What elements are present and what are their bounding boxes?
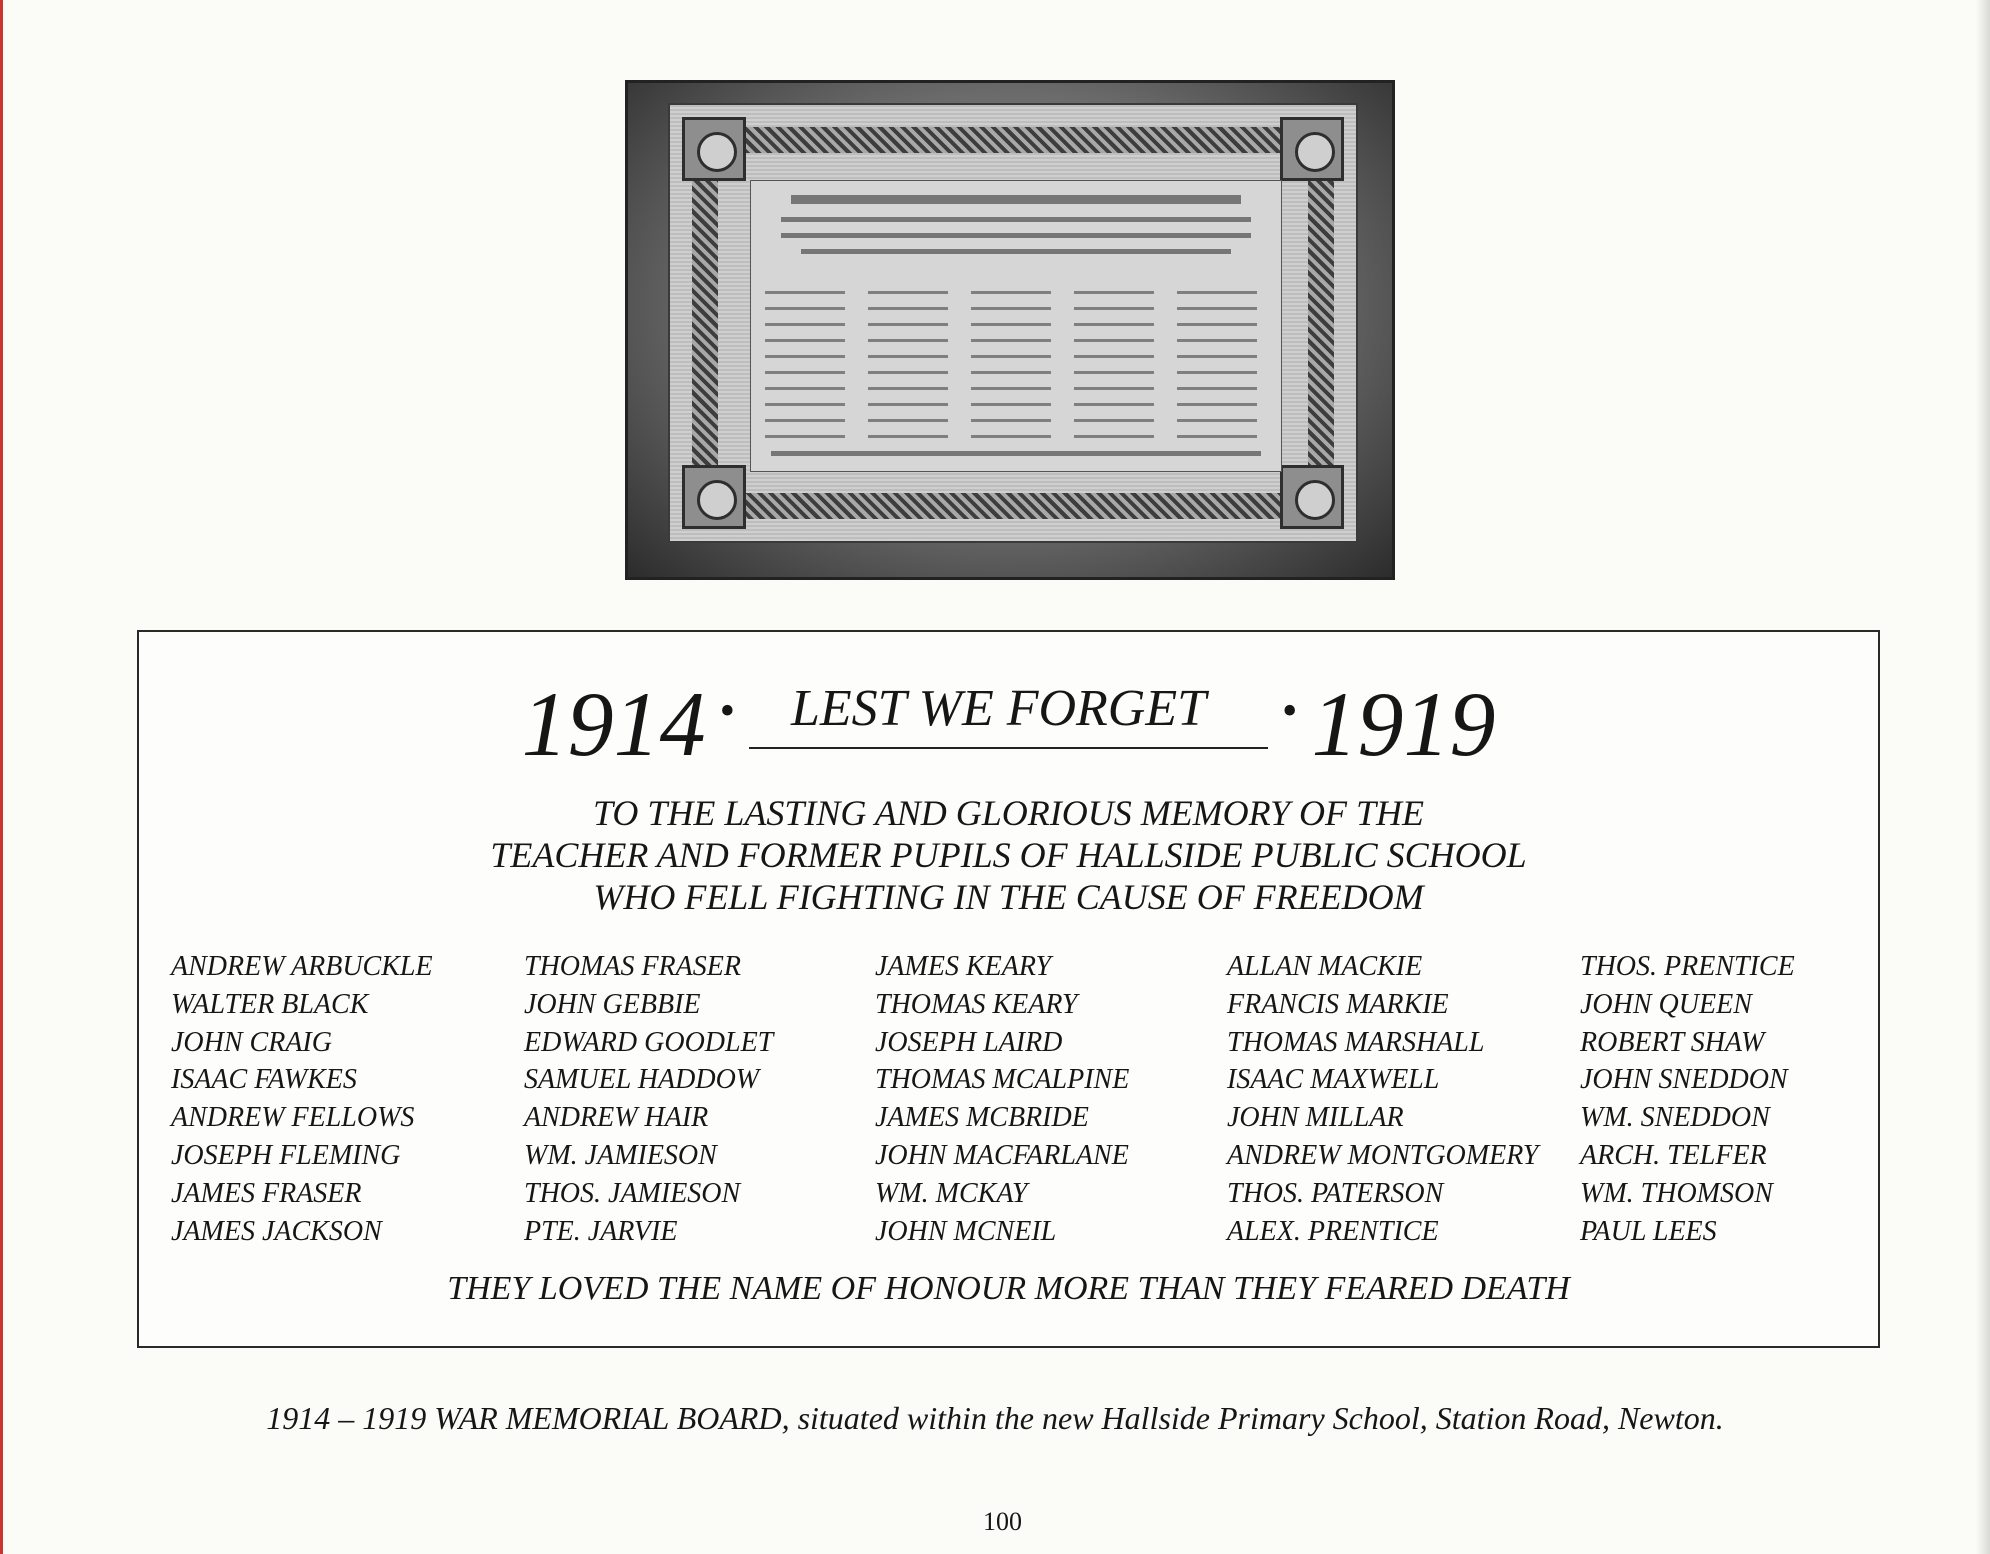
page-shadow <box>1976 0 1990 1554</box>
photo-corner-ornament <box>1280 117 1344 181</box>
board-heading: LEST WE FORGET <box>749 679 1268 749</box>
board-header <box>139 674 1878 774</box>
memorial-board-photo <box>625 80 1395 580</box>
caption-text: situated within the new Hallside Primary School, Station Road, Newton. <box>797 1400 1724 1436</box>
photo-text-line <box>801 249 1231 254</box>
photo-name-column <box>971 291 1051 441</box>
name-list <box>171 948 1871 1248</box>
name-entry: ANDREW FELLOWS <box>171 1102 415 1134</box>
name-entry: JOSEPH LAIRD <box>875 1026 1063 1058</box>
photo-inscription-panel <box>750 180 1282 472</box>
name-entry: JAMES JACKSON <box>171 1215 382 1247</box>
name-entry: JAMES KEARY <box>875 951 1052 982</box>
photo-text-line <box>791 195 1241 204</box>
photo-caption <box>0 1398 1990 1438</box>
dedication <box>139 792 1878 918</box>
photo-name-column <box>1177 291 1257 441</box>
name-entry: THOMAS MARSHALL <box>1227 1026 1485 1058</box>
name-entry: JOHN QUEEN <box>1580 988 1752 1020</box>
year-end: 1919 <box>1311 673 1496 775</box>
name-entry: JAMES MCBRIDE <box>875 1102 1089 1134</box>
photo-corner-ornament <box>1280 465 1344 529</box>
name-entry: WM. MCKAY <box>875 1177 1028 1209</box>
photo-text-line <box>781 217 1251 222</box>
name-entry: JOHN SNEDDON <box>1580 1064 1788 1096</box>
name-entry: ANDREW MONTGOMERY <box>1227 1139 1539 1171</box>
name-entry: ANDREW HAIR <box>524 1102 709 1134</box>
photo-name-column <box>765 291 845 441</box>
photo-corner-ornament <box>682 117 746 181</box>
motto: THEY LOVED THE NAME OF HONOUR MORE THAN THEY FEARED DEATH <box>447 1270 1570 1307</box>
page-edge <box>0 0 3 1554</box>
name-entry: JOHN MACFARLANE <box>875 1139 1129 1171</box>
name-entry: THOMAS FRASER <box>524 951 741 982</box>
name-entry: JOHN GEBBIE <box>524 988 701 1020</box>
name-entry: ALEX. PRENTICE <box>1227 1215 1439 1247</box>
name-entry: JOSEPH FLEMING <box>171 1139 401 1171</box>
dedication-line: TO THE LASTING AND GLORIOUS MEMORY OF THE <box>592 793 1425 833</box>
name-entry: EDWARD GOODLET <box>524 1026 774 1058</box>
dedication-line: TEACHER AND FORMER PUPILS OF HALLSIDE PUBLIC SCHOOL <box>490 835 1527 875</box>
name-column <box>524 948 773 1250</box>
photo-name-column <box>868 291 948 441</box>
name-entry: THOMAS MCALPINE <box>875 1064 1130 1096</box>
name-entry: ARCH. TELFER <box>1580 1139 1767 1171</box>
name-entry: THOS. PATERSON <box>1227 1177 1444 1209</box>
name-entry: JOHN MCNEIL <box>875 1215 1057 1247</box>
name-entry: ISAAC MAXWELL <box>1227 1064 1440 1096</box>
name-entry: WM. THOMSON <box>1580 1177 1773 1209</box>
photo-plaque <box>668 103 1358 543</box>
name-entry: ISAAC FAWKES <box>171 1064 357 1096</box>
name-entry: THOS. PRENTICE <box>1580 951 1795 982</box>
name-entry: WALTER BLACK <box>171 988 369 1020</box>
photo-text-line <box>771 451 1261 456</box>
name-entry: JOHN CRAIG <box>171 1026 332 1058</box>
memorial-transcription <box>137 630 1880 1348</box>
name-entry: ALLAN MACKIE <box>1227 951 1423 982</box>
name-column <box>1580 948 1795 1250</box>
name-column <box>875 948 1129 1250</box>
name-entry: THOMAS KEARY <box>875 988 1078 1020</box>
name-column <box>171 948 433 1250</box>
name-entry: PAUL LEES <box>1580 1215 1717 1247</box>
name-entry: JOHN MILLAR <box>1227 1102 1404 1134</box>
year-start: 1914 <box>521 673 706 775</box>
name-entry: ANDREW ARBUCKLE <box>171 951 433 982</box>
name-entry: FRANCIS MARKIE <box>1227 988 1449 1020</box>
name-entry: ROBERT SHAW <box>1580 1026 1765 1058</box>
name-entry: WM. JAMIESON <box>524 1139 717 1171</box>
name-entry: WM. SNEDDON <box>1580 1102 1770 1134</box>
name-entry: THOS. JAMIESON <box>524 1177 741 1209</box>
name-entry: JAMES FRASER <box>171 1177 362 1209</box>
photo-name-column <box>1074 291 1154 441</box>
name-entry: SAMUEL HADDOW <box>524 1064 760 1096</box>
photo-corner-ornament <box>682 465 746 529</box>
separator-dot: • <box>1282 685 1298 735</box>
name-column <box>1227 948 1538 1250</box>
dedication-line: WHO FELL FIGHTING IN THE CAUSE OF FREEDOM <box>593 877 1424 917</box>
separator-dot: • <box>719 685 735 735</box>
photo-text-line <box>781 233 1251 238</box>
page-number: 100 <box>983 1507 1022 1536</box>
caption-label: 1914 – 1919 WAR MEMORIAL BOARD, <box>266 1400 790 1436</box>
name-entry: PTE. JARVIE <box>524 1215 678 1247</box>
